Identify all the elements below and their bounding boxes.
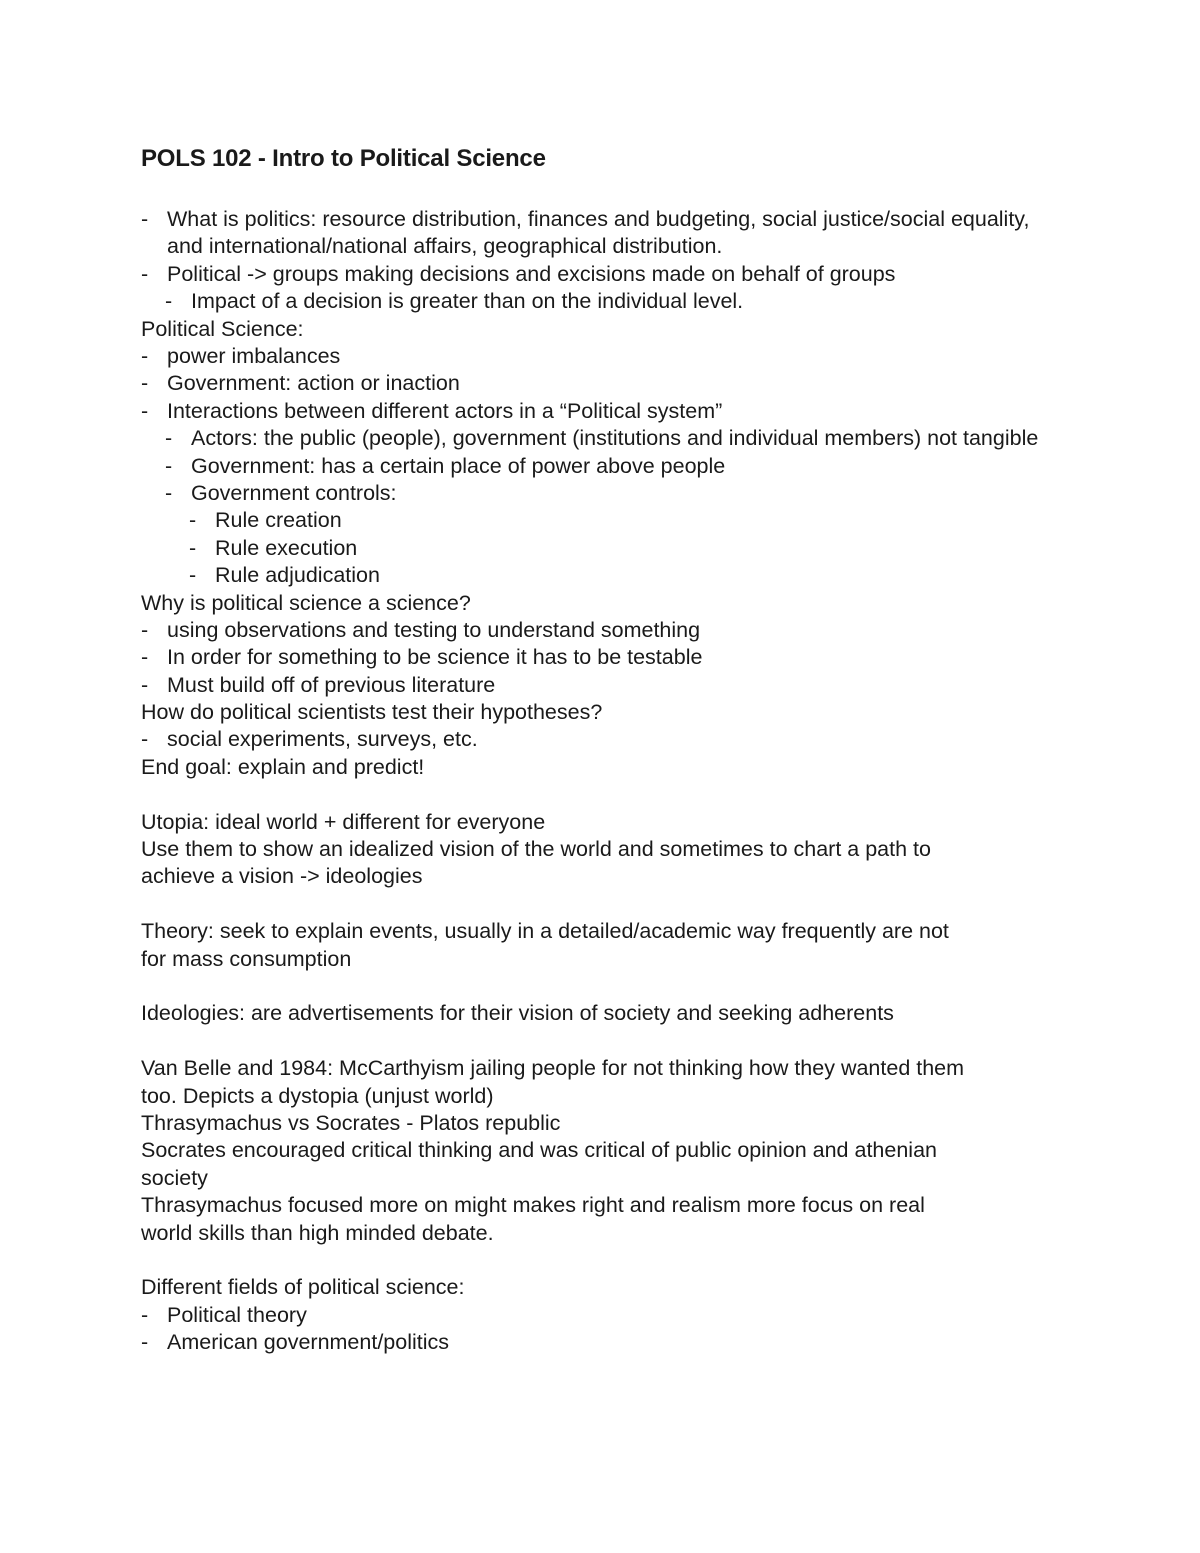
bullet-text: Must build off of previous literature: [167, 672, 496, 697]
bullet-item-level-1: [141, 726, 1071, 753]
bullet-dash: -: [165, 426, 173, 451]
document-title: POLS 102 - Intro to Political Science: [141, 145, 546, 172]
line-text: achieve a vision -> ideologies: [141, 864, 423, 889]
text-line: [141, 1055, 1071, 1082]
bullet-dash: -: [141, 261, 149, 286]
bullet-item-level-2: [141, 453, 1071, 480]
bullet-text: using observations and testing to understand something: [167, 617, 701, 642]
text-line: [141, 1220, 1071, 1247]
line-text: End goal: explain and predict!: [141, 754, 425, 779]
bullet-text: Actors: the public (people), government (institutions and individual members) not tangible: [191, 426, 1039, 451]
bullet-text: social experiments, surveys, etc.: [167, 727, 478, 752]
bullet-item-level-1: [141, 261, 1071, 288]
text-line: [141, 1274, 1071, 1301]
bullet-text: Impact of a decision is greater than on the individual level.: [191, 289, 744, 314]
line-text: Theory: seek to explain events, usually in a detailed/academic way frequently are not: [141, 919, 949, 944]
bullet-text: Political -> groups making decisions and excisions made on behalf of groups: [167, 261, 896, 286]
bullet-text: Interactions between different actors in a “Political system”: [167, 398, 723, 423]
text-line: [141, 1083, 1071, 1110]
bullet-item-level-3: [141, 535, 1071, 562]
line-text: Use them to show an idealized vision of the world and sometimes to chart a path to: [141, 837, 931, 862]
bullet-item-level-1: [141, 1302, 1071, 1329]
text-line: [141, 1192, 1071, 1219]
bullet-dash: -: [141, 1330, 149, 1355]
bullet-item-level-3: [141, 562, 1071, 589]
bullet-text: Political theory: [167, 1302, 307, 1327]
text-line: [141, 754, 1071, 781]
bullet-dash: -: [165, 453, 173, 478]
bullet-item-level-1: [141, 206, 1071, 261]
text-line: [141, 809, 1071, 836]
blank-line: [141, 1028, 1071, 1055]
text-line: [141, 918, 1071, 945]
text-line: [141, 1110, 1071, 1137]
bullet-text: American government/politics: [167, 1330, 450, 1355]
text-line: [141, 699, 1071, 726]
document-body: [141, 206, 1071, 1356]
bullet-dash: -: [189, 535, 197, 560]
line-text: Thrasymachus focused more on might makes right and realism more focus on real: [141, 1193, 925, 1218]
bullet-dash: -: [141, 617, 149, 642]
bullet-dash: -: [141, 1302, 149, 1327]
line-text: Thrasymachus vs Socrates - Platos republic: [141, 1110, 561, 1135]
text-line: [141, 836, 1071, 863]
bullet-text: Rule adjudication: [215, 563, 380, 588]
line-text: How do political scientists test their hypotheses?: [141, 700, 603, 725]
line-text: Utopia: ideal world + different for everyone: [141, 809, 546, 834]
bullet-text: Government: action or inaction: [167, 371, 460, 396]
bullet-dash: -: [141, 727, 149, 752]
line-text: Political Science:: [141, 316, 304, 341]
bullet-item-level-1: [141, 672, 1071, 699]
blank-line: [141, 1247, 1071, 1274]
blank-line: [141, 891, 1071, 918]
bullet-item-level-1: [141, 644, 1071, 671]
text-line: [141, 1137, 1071, 1164]
bullet-item-level-1: [141, 1329, 1071, 1356]
bullet-dash: -: [141, 343, 149, 368]
bullet-item-level-1: [141, 370, 1071, 397]
line-text: Van Belle and 1984: McCarthyism jailing people for not thinking how they wanted them: [141, 1056, 965, 1081]
line-text: Ideologies: are advertisements for their vision of society and seeking adherents: [141, 1001, 894, 1026]
bullet-dash: -: [141, 398, 149, 423]
bullet-item-level-1: [141, 343, 1071, 370]
bullet-text: Government: has a certain place of power above people: [191, 453, 726, 478]
bullet-dash: -: [165, 480, 173, 505]
bullet-item-level-1: [141, 398, 1071, 425]
line-text: Why is political science a science?: [141, 590, 471, 615]
bullet-item-level-2: [141, 288, 1071, 315]
bullet-text: In order for something to be science it has to be testable: [167, 645, 703, 670]
blank-line: [141, 973, 1071, 1000]
text-line: [141, 1165, 1071, 1192]
bullet-dash: -: [189, 508, 197, 533]
bullet-text: Rule creation: [215, 508, 342, 533]
text-line: [141, 590, 1071, 617]
bullet-text: Government controls:: [191, 480, 397, 505]
text-line: [141, 863, 1071, 890]
bullet-item-level-2: [141, 425, 1071, 452]
bullet-dash: -: [165, 289, 173, 314]
text-line: [141, 946, 1071, 973]
bullet-dash: -: [141, 672, 149, 697]
bullet-dash: -: [141, 207, 149, 231]
bullet-item-level-1: [141, 617, 1071, 644]
bullet-item-level-3: [141, 507, 1071, 534]
bullet-dash: -: [141, 371, 149, 396]
text-line: [141, 316, 1071, 343]
text-line: [141, 1000, 1071, 1027]
line-text: for mass consumption: [141, 946, 352, 971]
bullet-dash: -: [189, 563, 197, 588]
line-text: Different fields of political science:: [141, 1275, 465, 1300]
bullet-text: Rule execution: [215, 535, 358, 560]
line-text: Socrates encouraged critical thinking and was critical of public opinion and athenian: [141, 1138, 937, 1163]
line-text: world skills than high minded debate.: [141, 1220, 494, 1245]
bullet-text: What is politics: resource distribution, finances and budgeting, social justice/social equality, and international/national affairs, geographical distribution.: [167, 207, 1030, 259]
bullet-item-level-2: [141, 480, 1071, 507]
line-text: society: [141, 1165, 208, 1190]
line-text: too. Depicts a dystopia (unjust world): [141, 1083, 494, 1108]
bullet-dash: -: [141, 645, 149, 670]
blank-line: [141, 781, 1071, 808]
bullet-text: power imbalances: [167, 343, 341, 368]
